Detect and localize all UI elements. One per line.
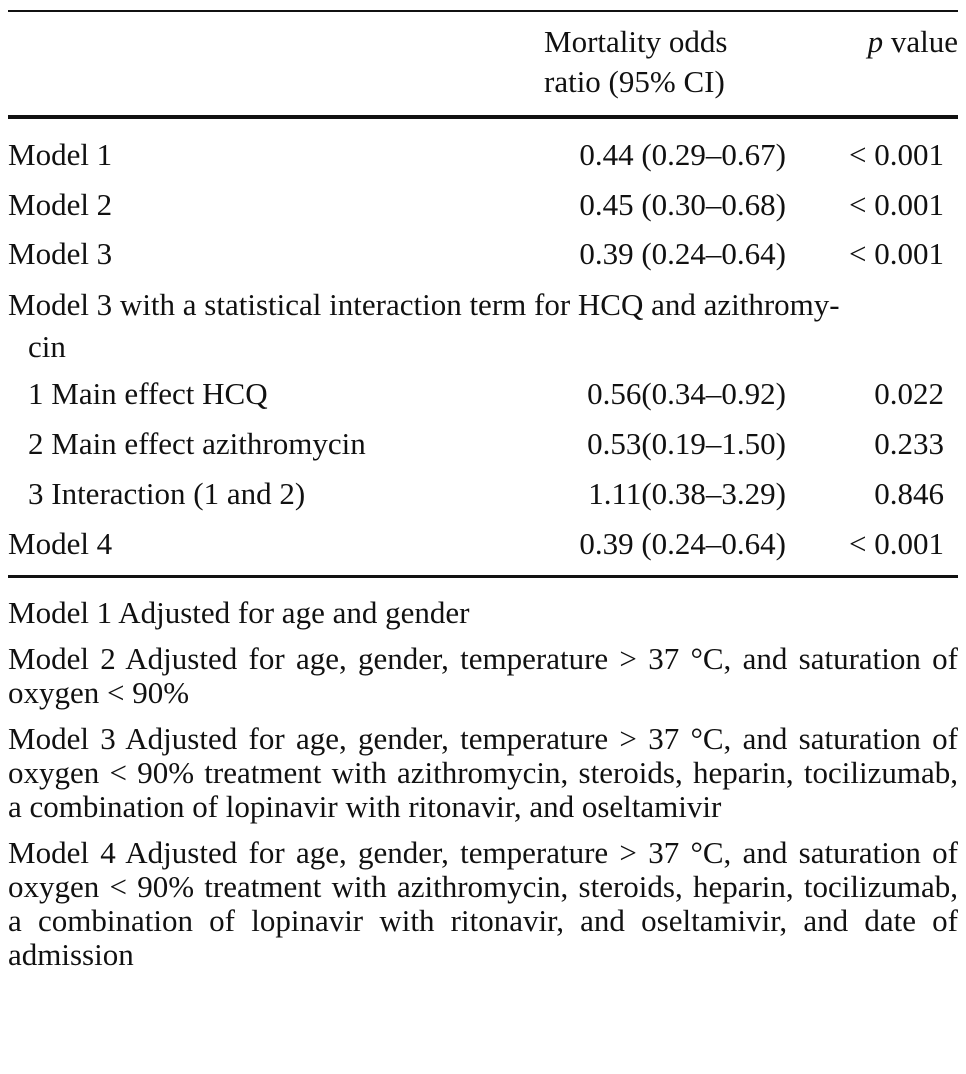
table-row-model-2 — [8, 185, 958, 225]
table-header-rule — [8, 115, 958, 119]
row-odds-ratio: 0.56(0.34–0.92) — [587, 376, 786, 411]
interaction-heading-line1: Model 3 with a statistical interaction term for HCQ and azithromy- — [8, 287, 840, 322]
row-label: Model 3 — [8, 236, 113, 271]
row-p-value: < 0.001 — [849, 236, 944, 271]
interaction-heading-line2: cin — [28, 329, 66, 364]
table-row-model-1 — [8, 135, 958, 175]
header-p-italic: p — [867, 24, 884, 59]
header-odds-ratio-line1: Mortality odds — [544, 24, 728, 59]
row-label: Model 1 — [8, 137, 113, 172]
row-p-value: 0.022 — [874, 376, 944, 411]
row-odds-ratio: 0.39 (0.24–0.64) — [579, 526, 786, 561]
row-odds-ratio: 0.44 (0.29–0.67) — [579, 137, 786, 172]
footnote-model-2: Model 2 Adjusted for age, gender, temperature > 37 °C, and saturation of oxygen < 90% — [8, 641, 958, 710]
table-row-model-3 — [8, 234, 958, 274]
header-p-rest: value — [883, 24, 958, 59]
table-row-main-effect-hcq — [8, 374, 958, 414]
interaction-heading — [8, 284, 840, 368]
row-p-value: < 0.001 — [849, 187, 944, 222]
row-label: 2 Main effect azithromycin — [28, 426, 366, 461]
table-footnotes — [8, 596, 958, 984]
row-label: Model 4 — [8, 526, 113, 561]
header-odds-ratio — [544, 22, 804, 102]
table-row-main-effect-azithromycin — [8, 424, 958, 464]
row-p-value: 0.233 — [874, 426, 944, 461]
row-p-value: < 0.001 — [849, 526, 944, 561]
footnote-model-4: Model 4 Adjusted for age, gender, temperature > 37 °C, and saturation of oxygen < 90% treatment with azithromycin, steroids, heparin, tocilizumab, a combination of lopinavir with ritonavir, and oseltamivir, and date of admission — [8, 835, 958, 972]
row-odds-ratio: 0.39 (0.24–0.64) — [579, 236, 786, 271]
table-top-rule — [8, 10, 958, 12]
table-row-interaction — [8, 474, 958, 514]
table-row-model-4 — [8, 524, 958, 564]
header-odds-ratio-line2: ratio (95% CI) — [544, 64, 725, 99]
footnote-model-3: Model 3 Adjusted for age, gender, temperature > 37 °C, and saturation of oxygen < 90% treatment with azithromycin, steroids, heparin, tocilizumab, a combination of lopinavir with ritonavir, and oseltamivir — [8, 721, 958, 824]
row-label: 3 Interaction (1 and 2) — [28, 476, 306, 511]
row-label: 1 Main effect HCQ — [28, 376, 268, 411]
footnote-model-1: Model 1 Adjusted for age and gender — [8, 595, 470, 630]
row-p-value: 0.846 — [874, 476, 944, 511]
row-odds-ratio: 0.45 (0.30–0.68) — [579, 187, 786, 222]
table-bottom-rule — [8, 575, 958, 578]
row-label: Model 2 — [8, 187, 113, 222]
row-odds-ratio: 0.53(0.19–1.50) — [587, 426, 786, 461]
header-p-value — [836, 22, 958, 62]
row-odds-ratio: 1.11(0.38–3.29) — [588, 476, 786, 511]
row-p-value: < 0.001 — [849, 137, 944, 172]
